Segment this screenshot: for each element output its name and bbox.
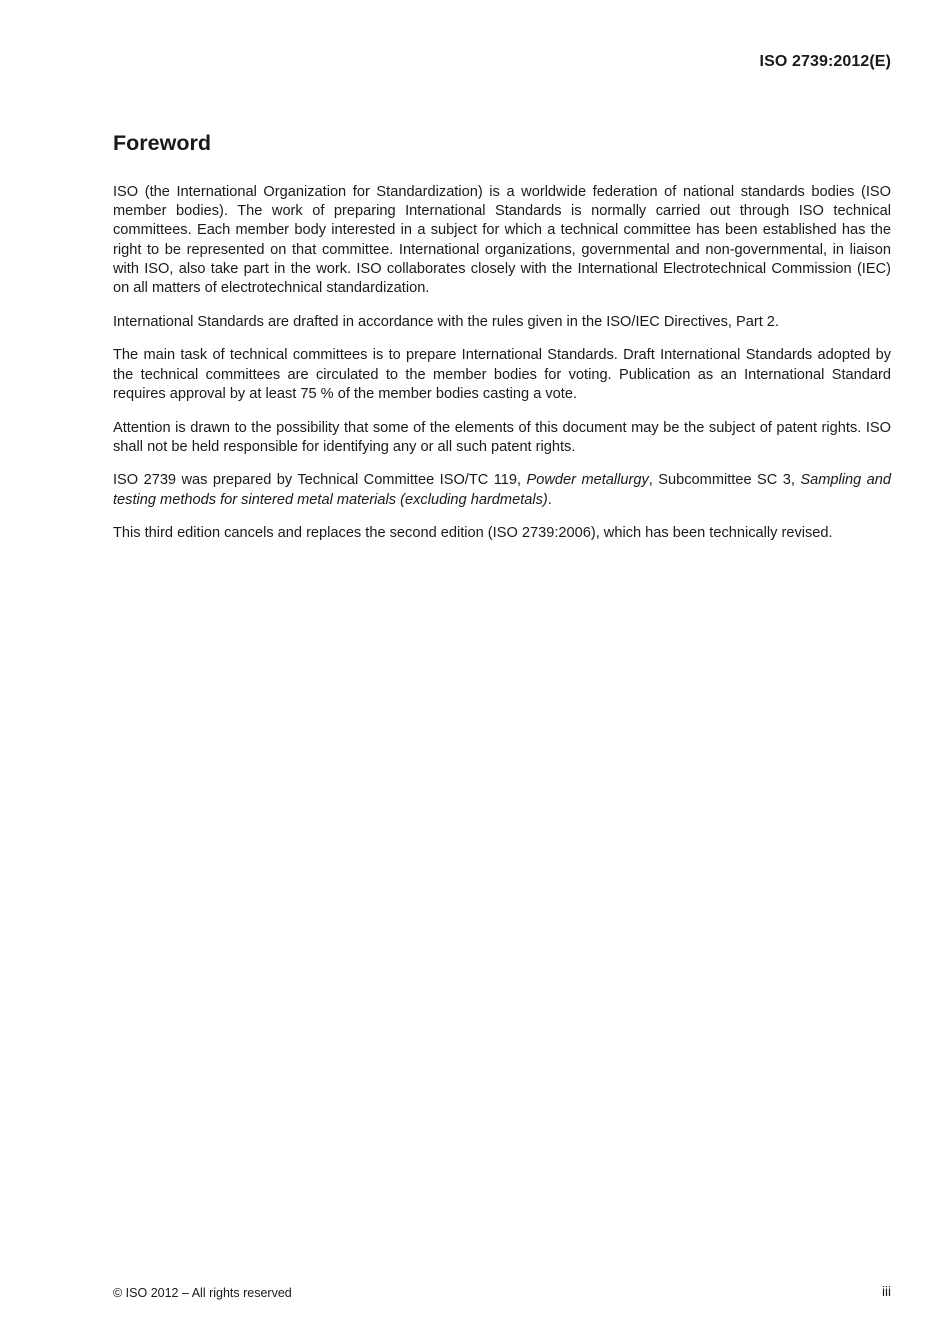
paragraph-patent-notice: Attention is drawn to the possibility that some of the elements of this document may be the subject of patent rights. ISO shall not be held responsible for identifying any or all such patent rights. xyxy=(113,419,891,455)
paragraph-iso-description: ISO (the International Organization for Standardization) is a worldwide federation of national standards bodies (ISO member bodies). The work of preparing International Standards is normally carried out through ISO technical committees. Each member body interested in a subject for which a technical committee has been established has the right to be represented on that committee. International organizations, governmental and non-governmental, in liaison with ISO, also take part in the work. ISO collaborates closely with the International Electrotechnical Commission (IEC) on all matters of electrotechnical standardization. xyxy=(113,184,891,297)
subcommittee-title: Sampling and testing methods for sintered metal materials (excluding hardmetals) xyxy=(113,472,891,508)
committee-title: Powder metallurgy xyxy=(526,472,649,489)
paragraph-edition: This third edition cancels and replaces the second edition (ISO 2739:2006), which has been technically revised. xyxy=(113,525,833,542)
preparation-text-start: ISO 2739 was prepared by Technical Committee ISO/TC 119, xyxy=(113,472,527,489)
paragraph-committee-task: The main task of technical committees is to prepare International Standards. Draft International Standards adopted by the technical committees are circulated to the member bodies for voting. Publication as an International Standard requires approval by at least 75 % of the member bodies casting a vote. xyxy=(113,347,891,402)
foreword-body xyxy=(113,183,891,558)
copyright-notice: © ISO 2012 – All rights reserved xyxy=(113,1286,292,1300)
paragraph-directives: International Standards are drafted in accordance with the rules given in the ISO/IEC Directives, Part 2. xyxy=(113,313,779,330)
document-identifier: ISO 2739:2012(E) xyxy=(759,53,891,70)
page-title: Foreword xyxy=(113,131,211,155)
preparation-text-middle: , Subcommittee SC 3, xyxy=(648,472,801,489)
preparation-text-end: . xyxy=(547,491,552,508)
paragraph-preparation xyxy=(113,471,891,509)
page-number: iii xyxy=(882,1284,891,1299)
